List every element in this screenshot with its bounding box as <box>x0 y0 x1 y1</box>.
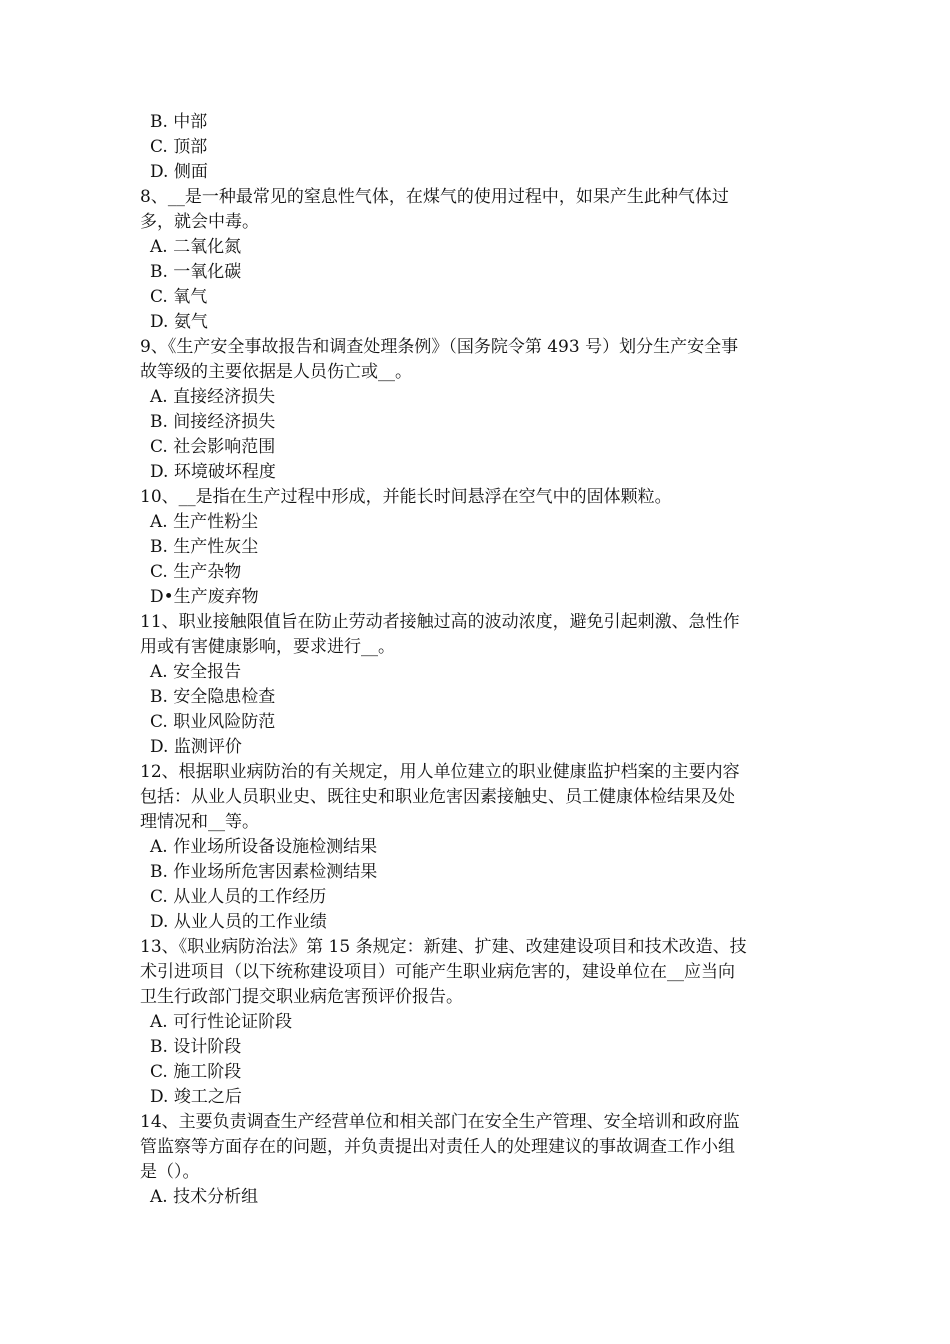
answer-option: B. 安全隐患检查 <box>150 687 276 707</box>
question-text-line: 用或有害健康影响，要求进行__。 <box>140 637 395 657</box>
answer-option: A. 安全报告 <box>150 662 242 682</box>
question-text-line: 包括：从业人员职业史、既往史和职业危害因素接触史、员工健康体检结果及处 <box>140 787 735 807</box>
answer-option: C. 从业人员的工作经历 <box>150 887 327 907</box>
answer-option: B. 间接经济损失 <box>150 412 276 432</box>
question-text-line: 13、《职业病防治法》第 15 条规定：新建、扩建、改建建设项目和技术改造、技 <box>140 937 747 957</box>
answer-option: D. 从业人员的工作业绩 <box>150 912 327 932</box>
answer-option: A. 作业场所设备设施检测结果 <box>150 837 378 857</box>
question-text-line: 术引进项目（以下统称建设项目）可能产生职业病危害的，建设单位在__应当向 <box>140 962 735 982</box>
answer-option: B. 生产性灰尘 <box>150 537 259 557</box>
answer-option: C. 氧气 <box>150 287 208 307</box>
answer-option: A. 直接经济损失 <box>150 387 276 407</box>
question-text-line: 管监察等方面存在的问题，并负责提出对责任人的处理建议的事故调查工作小组 <box>140 1137 735 1157</box>
question-text-line: 12、根据职业病防治的有关规定，用人单位建立的职业健康监护档案的主要内容 <box>140 762 740 782</box>
answer-option: D. 侧面 <box>150 162 208 182</box>
answer-option: B. 中部 <box>150 112 208 132</box>
question-text-line: 11、职业接触限值旨在防止劳动者接触过高的波动浓度，避免引起刺激、急性作 <box>140 612 740 632</box>
answer-option: A. 生产性粉尘 <box>150 512 259 532</box>
answer-option: C. 顶部 <box>150 137 208 157</box>
answer-option: B. 一氧化碳 <box>150 262 242 282</box>
document-page <box>140 110 830 1210</box>
answer-option: A. 可行性论证阶段 <box>150 1012 293 1032</box>
question-text-line: 多，就会中毒。 <box>140 212 259 232</box>
question-text-line: 9、《生产安全事故报告和调查处理条例》（国务院令第 493 号）划分生产安全事 <box>140 337 739 357</box>
answer-option: C. 职业风险防范 <box>150 712 276 732</box>
question-text-line: 10、__是指在生产过程中形成，并能长时间悬浮在空气中的固体颗粒。 <box>140 487 672 507</box>
question-text-line: 理情况和__等。 <box>140 812 259 832</box>
question-text-line: 8、__是一种最常见的窒息性气体，在煤气的使用过程中，如果产生此种气体过 <box>140 187 729 207</box>
question-text-line: 是（）。 <box>140 1162 200 1182</box>
answer-option: B. 作业场所危害因素检测结果 <box>150 862 378 882</box>
answer-option: D. 监测评价 <box>150 737 242 757</box>
answer-option: D. 氨气 <box>150 312 208 332</box>
answer-option: D. 竣工之后 <box>150 1087 242 1107</box>
answer-option: C. 施工阶段 <box>150 1062 242 1082</box>
answer-option: C. 社会影响范围 <box>150 437 276 457</box>
answer-option: A. 技术分析组 <box>150 1187 259 1207</box>
answer-option: C. 生产杂物 <box>150 562 242 582</box>
answer-option: D•生产废弃物 <box>150 587 259 607</box>
question-text-line: 卫生行政部门提交职业病危害预评价报告。 <box>140 987 463 1007</box>
question-text-line: 14、主要负责调查生产经营单位和相关部门在安全生产管理、安全培训和政府监 <box>140 1112 740 1132</box>
answer-option: B. 设计阶段 <box>150 1037 242 1057</box>
answer-option: A. 二氧化氮 <box>150 237 242 257</box>
question-text-line: 故等级的主要依据是人员伤亡或__。 <box>140 362 412 382</box>
answer-option: D. 环境破坏程度 <box>150 462 276 482</box>
